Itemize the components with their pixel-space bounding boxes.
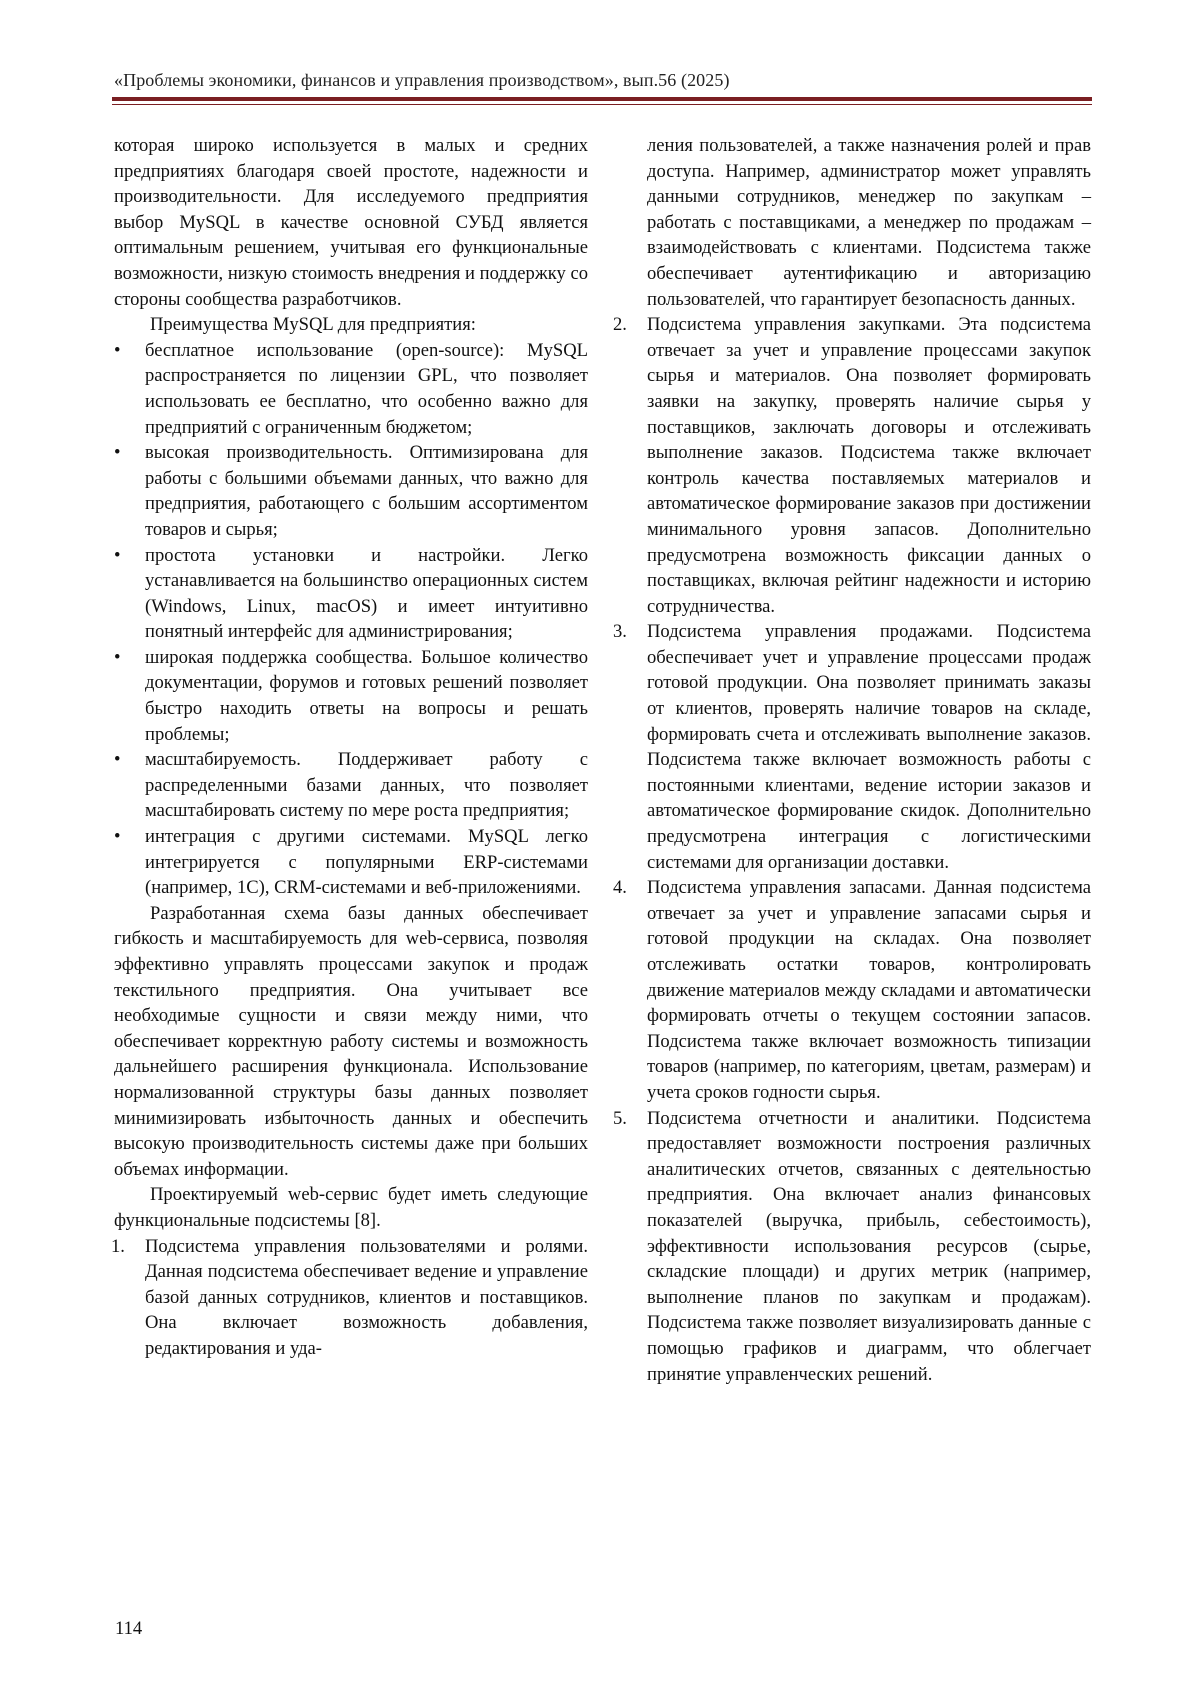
list-item [114, 824, 588, 901]
bullet-marker: • [114, 826, 121, 848]
numbered-item-text: Подсистема управления закупками. Эта подсистема отвечает за учет и управление процессами закупок сырья и материалов. Она позволяет формировать заявки на закупку, проверять наличие сырья у поставщиков, заключать договоры и отслеживать выполнение заказов. Подсистема также включает контроль качества поставляемых материалов и автоматическое формирование заказов при достижении минимального уровня запасов. Дополнительно предусмотрена возможность фиксации данных о поставщиках, включая рейтинг надежности и историю сотрудничества. [647, 314, 1091, 617]
numbered-item-text: Подсистема управления продажами. Подсистема обеспечивает учет и управление процессами продаж готовой продукции. Она позволяет принимать заказы от клиентов, проверять наличие товаров на складе, формировать счета и отслеживать выполнение заказов. Подсистема также включает возможность работы с постоянными клиентами, ведение истории заказов и автоматическое формирование скидок. Дополнительно предусмотрена интеграция с логистическими системами для организации доставки. [647, 621, 1091, 873]
list-item-text: простота установки и настройки. Легко устанавливается на большинство операционных систем (Windows, Linux, macOS) и имеет интуитивно понятный интерфейс для администрирования; [145, 544, 588, 643]
list-item-text: масштабируемость. Поддерживает работу с распределенными базами данных, что позволяет масштабировать систему по мере роста предприятия; [145, 749, 588, 822]
item-number: 3. [613, 621, 627, 643]
bullet-marker: • [114, 544, 121, 566]
numbered-item-text: Подсистема отчетности и аналитики. Подсистема предоставляет возможности построения различных аналитических отчетов, связанных с деятельностью предприятия. Она включает анализ финансовых показателей (выручка, прибыль, себестоимость), эффективности использования ресурсов (сырье, складские площади) и других метрик (например, выполнение планов по закупкам и продажам). Подсистема также позволяет визуализировать данные с помощью графиков и диаграмм, что облегчает принятие управленческих решений. [647, 1107, 1091, 1385]
list-item-text: бесплатное использование (open-source): MySQL распространяется по лицензии GPL, что позволяет использовать ее бесплатно, что особенно важно для предприятий с ограниченным бюджетом; [145, 339, 588, 438]
item-number: 2. [613, 314, 627, 336]
item-number: 4. [613, 877, 627, 899]
numbered-item-text: ления пользователей, а также назначения ролей и прав доступа. Например, администратор может управлять данными сотрудников, менеджер по закупкам – работать с поставщиками, а менеджер по продажам – взаимодействовать с клиентами. Подсистема также обеспечивает аутентификацию и авторизацию пользователей, что гарантирует безопасность данных. [647, 135, 1091, 310]
list-item-text: интеграция с другими системами. MySQL легко интегрируется с популярными ERP-системами (например, 1С), CRM-системами и веб-приложениями. [145, 826, 588, 899]
page-number: 114 [115, 1618, 143, 1639]
bullet-marker: • [114, 442, 121, 464]
list-item [114, 543, 588, 645]
numbered-item-5 [613, 1106, 1091, 1388]
numbered-item-text: Подсистема управления пользователями и ролями. Данная подсистема обеспечивает ведение и управление базой данных сотрудников, клиентов и поставщиков. Она включает возможность добавления, редактирования и уда- [145, 1235, 588, 1359]
bullet-marker: • [114, 646, 121, 668]
list-item [114, 645, 588, 747]
list-item-text: широкая поддержка сообщества. Большое количество документации, форумов и готовых решений позволяет быстро находить ответы на вопросы и решать проблемы; [145, 646, 588, 745]
numbered-item-3 [613, 619, 1091, 875]
numbered-item-1 [111, 1234, 588, 1362]
paragraph: Преимущества MySQL для предприятия: [150, 314, 476, 336]
header-rule-thick [112, 97, 1092, 101]
journal-header: «Проблемы экономики, финансов и управления производством», вып.56 (2025) [114, 70, 730, 90]
paragraph: Проектируемый web-сервис будет иметь следующие функциональные подсистемы [8]. [114, 1184, 588, 1231]
item-number: 1. [111, 1235, 125, 1257]
numbered-item-2 [613, 312, 1091, 619]
list-item [114, 338, 588, 440]
list-item-text: высокая производительность. Оптимизирована для работы с большими объемами данных, что важно для предприятия, работающего с большим ассортиментом товаров и сырья; [145, 442, 588, 540]
list-item [114, 747, 588, 824]
paragraph: Разработанная схема базы данных обеспечивает гибкость и масштабируемость для web-сервиса, позволяя эффективно управлять процессами закупок и продаж текстильного предприятия. Она учитывает все необходимые сущности и связи между ними, что обеспечивает корректную работу системы и возможность дальнейшего расширения функционала. Использование нормализованной структуры базы данных позволяет минимизировать избыточность данных и обеспечить высокую производительность системы даже при больших объемах информации. [114, 902, 588, 1180]
item-number: 5. [613, 1107, 627, 1129]
bullet-marker: • [114, 339, 121, 361]
numbered-item-text: Подсистема управления запасами. Данная подсистема отвечает за учет и управление запасами сырья и готовой продукции на складах. Она позволяет отслеживать остатки товаров, контролировать движение материалов между складами и автоматически формировать отчеты о текущем состоянии запасов. Подсистема также включает возможность типизации товаров (например, по категориям, цветам, размерам) и учета сроков годности сырья. [647, 877, 1091, 1103]
left-column [111, 133, 588, 1362]
header-rule-thin [112, 104, 1092, 105]
numbered-item-1-continued [616, 133, 1091, 312]
numbered-item-4 [613, 875, 1091, 1105]
bullet-marker: • [114, 749, 121, 771]
right-column [613, 133, 1091, 1387]
list-item [114, 440, 588, 542]
paragraph: которая широко используется в малых и средних предприятиях благодаря своей простоте, надежности и производительности. Для исследуемого предприятия выбор MySQL в качестве основной СУБД является оптимальным решением, учитывая его функциональные возможности, низкую стоимость внедрения и поддержку со стороны сообщества разработчиков. [114, 135, 588, 310]
